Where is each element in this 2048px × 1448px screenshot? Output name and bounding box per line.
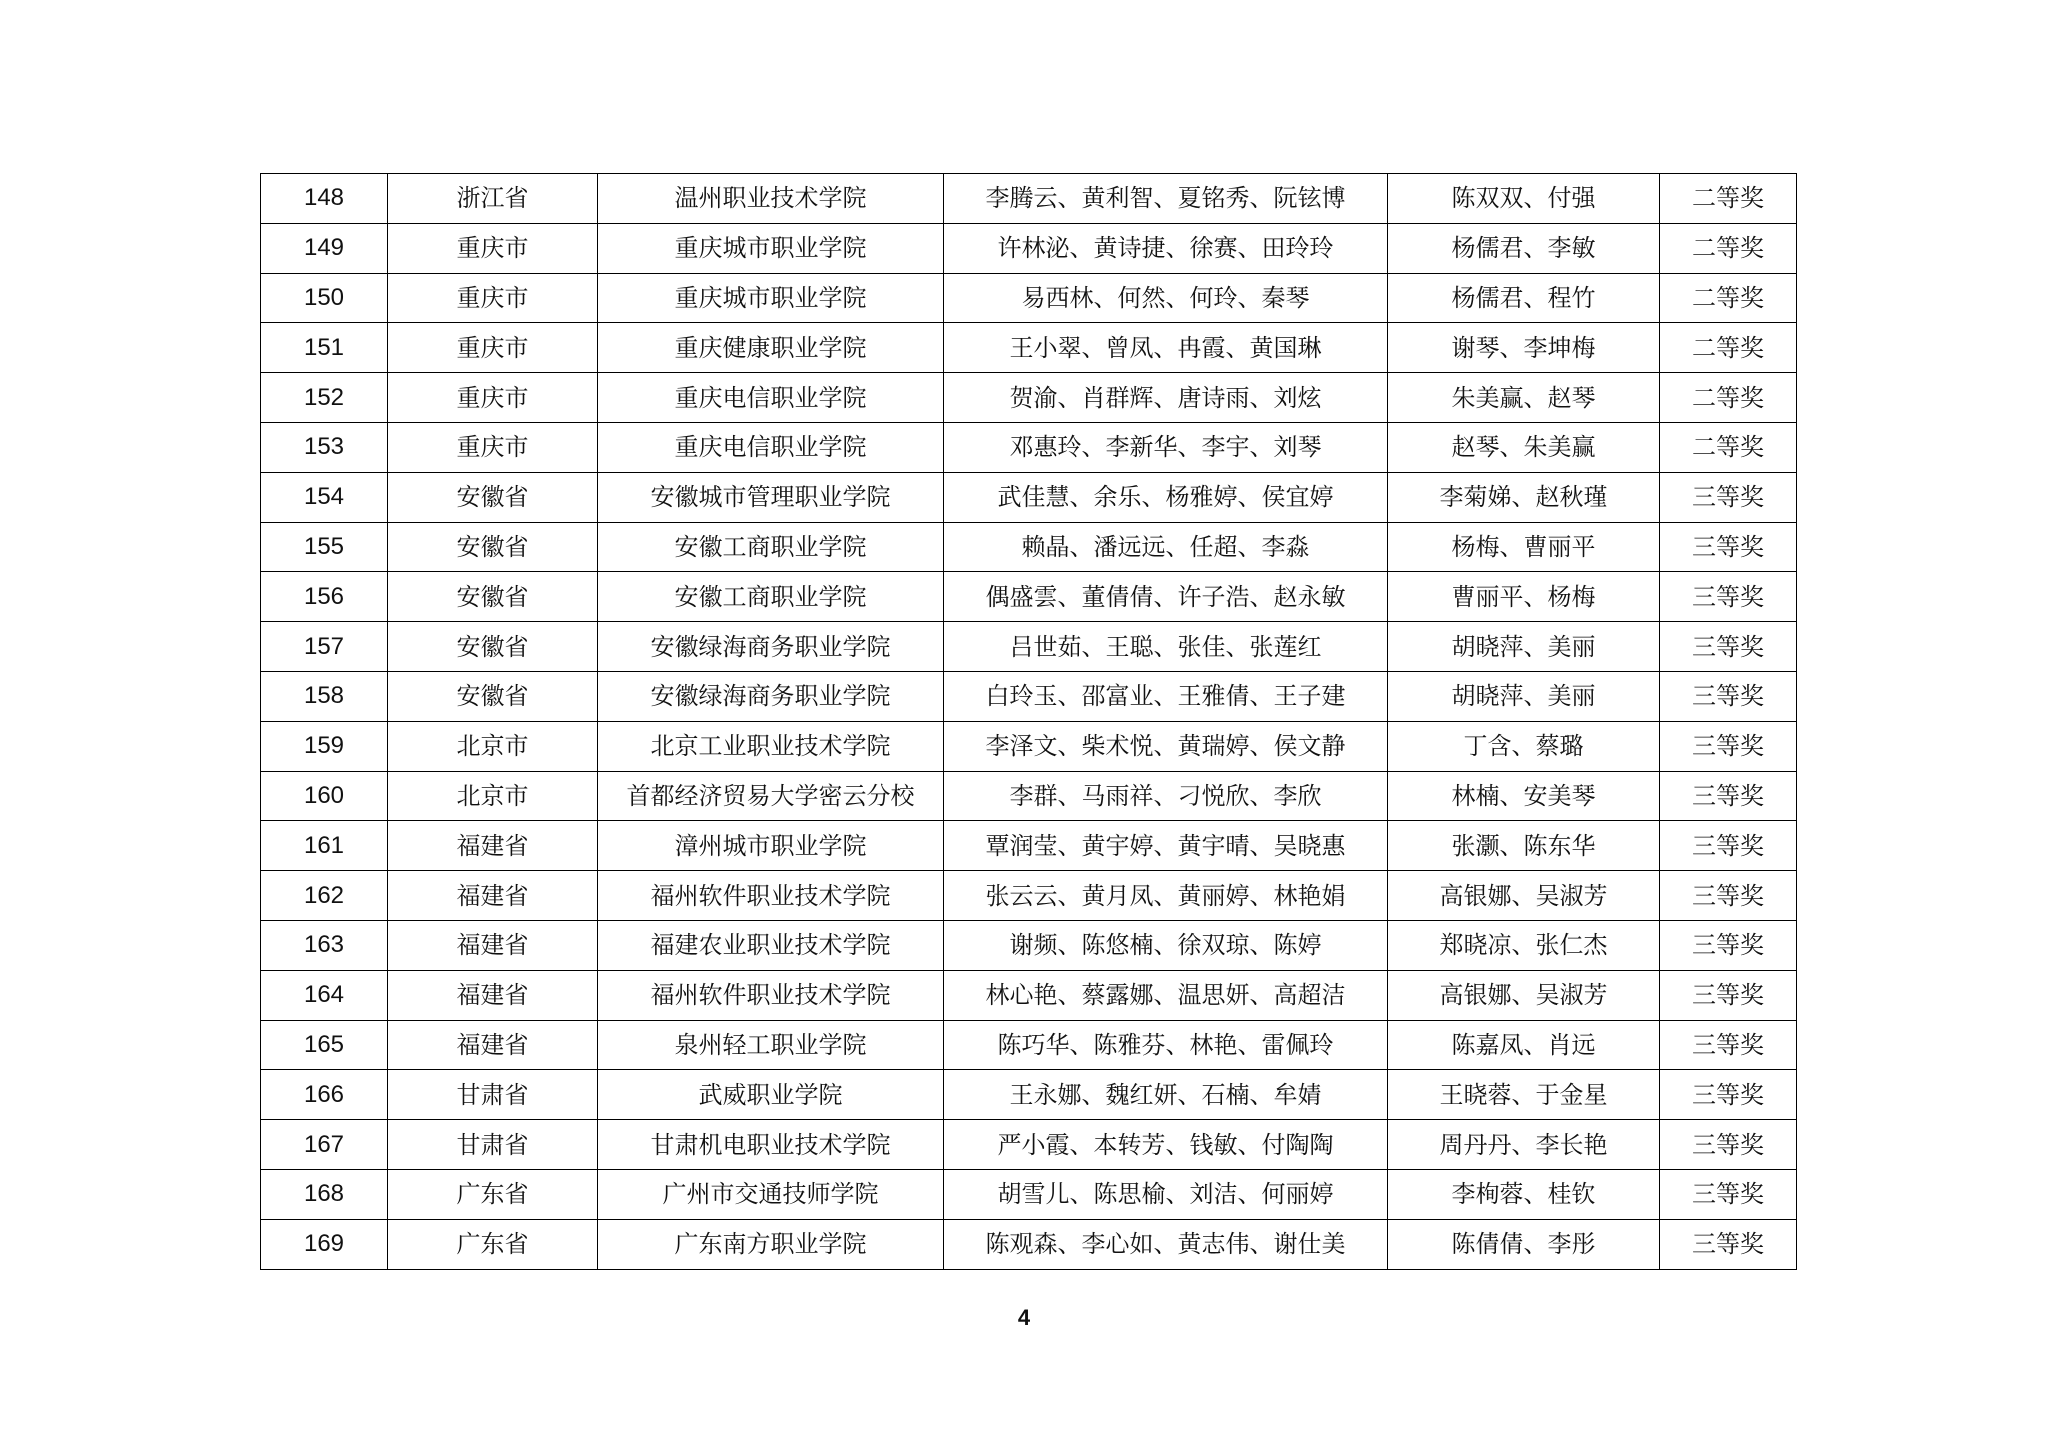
cell-award: 三等奖 [1660,572,1797,622]
cell-award: 三等奖 [1660,1070,1797,1120]
cell-award: 三等奖 [1660,821,1797,871]
cell-province: 安徽省 [388,622,598,672]
cell-province: 福建省 [388,871,598,921]
cell-advisors: 赵琴、朱美赢 [1388,422,1660,472]
cell-number: 150 [261,273,388,323]
cell-school: 安徽城市管理职业学院 [598,472,944,522]
table-row [261,970,1797,1020]
cell-number: 160 [261,771,388,821]
cell-advisors: 陈倩倩、李彤 [1388,1219,1660,1269]
cell-number: 168 [261,1169,388,1219]
cell-school: 安徽工商职业学院 [598,572,944,622]
cell-advisors: 朱美赢、赵琴 [1388,373,1660,423]
cell-advisors: 杨儒君、李敏 [1388,223,1660,273]
cell-province: 福建省 [388,920,598,970]
cell-province: 北京市 [388,721,598,771]
table-row [261,323,1797,373]
cell-number: 151 [261,323,388,373]
table-row [261,1219,1797,1269]
cell-province: 福建省 [388,970,598,1020]
cell-members: 许林泌、黄诗捷、徐赛、田玲玲 [944,223,1388,273]
cell-number: 166 [261,1070,388,1120]
cell-award: 三等奖 [1660,871,1797,921]
award-table [260,173,1797,1270]
cell-school: 甘肃机电职业技术学院 [598,1120,944,1170]
cell-award: 二等奖 [1660,273,1797,323]
cell-number: 169 [261,1219,388,1269]
cell-school: 重庆健康职业学院 [598,323,944,373]
cell-number: 159 [261,721,388,771]
cell-members: 武佳慧、余乐、杨雅婷、侯宜婷 [944,472,1388,522]
page-number: 4 [1017,1305,1031,1330]
cell-advisors: 杨儒君、程竹 [1388,273,1660,323]
cell-province: 重庆市 [388,373,598,423]
cell-school: 泉州轻工职业学院 [598,1020,944,1070]
cell-province: 福建省 [388,1020,598,1070]
table-row [261,821,1797,871]
cell-province: 广东省 [388,1219,598,1269]
cell-award: 三等奖 [1660,622,1797,672]
cell-award: 三等奖 [1660,671,1797,721]
cell-province: 安徽省 [388,671,598,721]
cell-members: 李腾云、黄利智、夏铭秀、阮铉博 [944,174,1388,224]
cell-award: 二等奖 [1660,174,1797,224]
cell-award: 二等奖 [1660,373,1797,423]
cell-advisors: 杨梅、曹丽平 [1388,522,1660,572]
cell-award: 二等奖 [1660,422,1797,472]
table-row [261,871,1797,921]
cell-members: 林心艳、蔡露娜、温思妍、高超洁 [944,970,1388,1020]
cell-number: 163 [261,920,388,970]
table-row [261,472,1797,522]
cell-province: 重庆市 [388,323,598,373]
table-row [261,920,1797,970]
cell-number: 149 [261,223,388,273]
cell-number: 148 [261,174,388,224]
cell-school: 漳州城市职业学院 [598,821,944,871]
cell-province: 甘肃省 [388,1070,598,1120]
cell-award: 三等奖 [1660,1169,1797,1219]
cell-advisors: 陈嘉凤、肖远 [1388,1020,1660,1070]
cell-advisors: 李菊娣、赵秋瑾 [1388,472,1660,522]
cell-number: 161 [261,821,388,871]
cell-school: 重庆电信职业学院 [598,422,944,472]
cell-members: 易西林、何然、何玲、秦琴 [944,273,1388,323]
table-row [261,1020,1797,1070]
cell-province: 甘肃省 [388,1120,598,1170]
table-row [261,174,1797,224]
cell-school: 广东南方职业学院 [598,1219,944,1269]
cell-advisors: 王晓蓉、于金星 [1388,1070,1660,1120]
cell-award: 三等奖 [1660,771,1797,821]
cell-award: 三等奖 [1660,1120,1797,1170]
cell-award: 二等奖 [1660,223,1797,273]
table-row [261,721,1797,771]
cell-award: 三等奖 [1660,472,1797,522]
cell-school: 安徽工商职业学院 [598,522,944,572]
cell-school: 福州软件职业技术学院 [598,970,944,1020]
cell-members: 胡雪儿、陈思榆、刘洁、何丽婷 [944,1169,1388,1219]
cell-members: 偶盛雲、董倩倩、许子浩、赵永敏 [944,572,1388,622]
cell-members: 张云云、黄月凤、黄丽婷、林艳娟 [944,871,1388,921]
table-row [261,223,1797,273]
cell-advisors: 郑晓凉、张仁杰 [1388,920,1660,970]
cell-advisors: 高银娜、吴淑芳 [1388,871,1660,921]
cell-members: 白玲玉、邵富业、王雅倩、王子建 [944,671,1388,721]
cell-members: 王小翠、曾凤、冉霞、黄国琳 [944,323,1388,373]
cell-school: 重庆电信职业学院 [598,373,944,423]
cell-number: 162 [261,871,388,921]
cell-award: 三等奖 [1660,970,1797,1020]
table-row [261,1169,1797,1219]
cell-advisors: 胡晓萍、美丽 [1388,622,1660,672]
table-row [261,622,1797,672]
cell-members: 谢频、陈悠楠、徐双琼、陈婷 [944,920,1388,970]
cell-school: 福建农业职业技术学院 [598,920,944,970]
cell-number: 164 [261,970,388,1020]
cell-members: 吕世茹、王聪、张佳、张莲红 [944,622,1388,672]
cell-school: 重庆城市职业学院 [598,223,944,273]
cell-members: 陈观森、李心如、黄志伟、谢仕美 [944,1219,1388,1269]
table-row [261,422,1797,472]
table-row [261,522,1797,572]
cell-province: 北京市 [388,771,598,821]
cell-advisors: 胡晓萍、美丽 [1388,671,1660,721]
table-row [261,1070,1797,1120]
cell-province: 重庆市 [388,223,598,273]
table-row [261,572,1797,622]
cell-award: 三等奖 [1660,920,1797,970]
cell-members: 贺渝、肖群辉、唐诗雨、刘炫 [944,373,1388,423]
cell-number: 152 [261,373,388,423]
cell-province: 重庆市 [388,422,598,472]
cell-province: 福建省 [388,821,598,871]
cell-school: 北京工业职业技术学院 [598,721,944,771]
cell-advisors: 陈双双、付强 [1388,174,1660,224]
cell-advisors: 曹丽平、杨梅 [1388,572,1660,622]
award-table-body [261,174,1797,1270]
cell-award: 二等奖 [1660,323,1797,373]
cell-province: 浙江省 [388,174,598,224]
cell-province: 重庆市 [388,273,598,323]
table-row [261,373,1797,423]
cell-members: 李群、马雨祥、刁悦欣、李欣 [944,771,1388,821]
cell-award: 三等奖 [1660,1219,1797,1269]
cell-advisors: 谢琴、李坤梅 [1388,323,1660,373]
cell-members: 李泽文、柴术悦、黄瑞婷、侯文静 [944,721,1388,771]
cell-advisors: 高银娜、吴淑芳 [1388,970,1660,1020]
cell-school: 重庆城市职业学院 [598,273,944,323]
cell-award: 三等奖 [1660,522,1797,572]
cell-members: 王永娜、魏红妍、石楠、牟婧 [944,1070,1388,1120]
cell-advisors: 丁含、蔡璐 [1388,721,1660,771]
cell-school: 首都经济贸易大学密云分校 [598,771,944,821]
table-row [261,771,1797,821]
cell-province: 安徽省 [388,472,598,522]
cell-school: 武威职业学院 [598,1070,944,1120]
cell-number: 158 [261,671,388,721]
cell-advisors: 张灏、陈东华 [1388,821,1660,871]
cell-province: 广东省 [388,1169,598,1219]
cell-award: 三等奖 [1660,721,1797,771]
cell-number: 167 [261,1120,388,1170]
cell-school: 温州职业技术学院 [598,174,944,224]
cell-members: 陈巧华、陈雅芬、林艳、雷佩玲 [944,1020,1388,1070]
cell-number: 155 [261,522,388,572]
cell-number: 154 [261,472,388,522]
cell-members: 赖晶、潘远远、任超、李淼 [944,522,1388,572]
cell-school: 安徽绿海商务职业学院 [598,622,944,672]
table-row [261,273,1797,323]
table-row [261,1120,1797,1170]
cell-number: 153 [261,422,388,472]
cell-province: 安徽省 [388,522,598,572]
cell-province: 安徽省 [388,572,598,622]
cell-advisors: 林楠、安美琴 [1388,771,1660,821]
cell-school: 福州软件职业技术学院 [598,871,944,921]
cell-number: 156 [261,572,388,622]
cell-advisors: 周丹丹、李长艳 [1388,1120,1660,1170]
cell-advisors: 李栒蓉、桂钦 [1388,1169,1660,1219]
table-row [261,671,1797,721]
cell-members: 邓惠玲、李新华、李宇、刘琴 [944,422,1388,472]
cell-school: 广州市交通技师学院 [598,1169,944,1219]
cell-members: 覃润莹、黄宇婷、黄宇晴、吴晓惠 [944,821,1388,871]
cell-members: 严小霞、本转芳、钱敏、付陶陶 [944,1120,1388,1170]
cell-number: 157 [261,622,388,672]
cell-school: 安徽绿海商务职业学院 [598,671,944,721]
cell-number: 165 [261,1020,388,1070]
cell-award: 三等奖 [1660,1020,1797,1070]
